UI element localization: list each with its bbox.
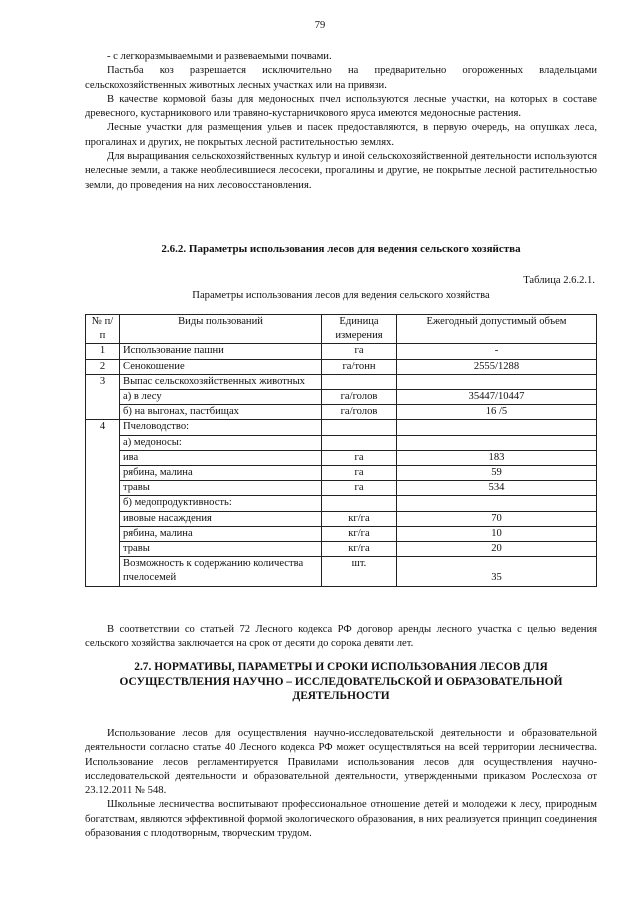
row-volume: - (397, 344, 597, 359)
table-header-row (86, 315, 597, 344)
paragraph: В качестве кормовой базы для медоносных пчел используются лесные участки, на которых в составе древесного, кустарникового или травяно-кустарничкового яруса имеются медоносные растения. (85, 93, 597, 120)
row-type: Пчеловодство: (120, 420, 322, 435)
section-heading: 2.6.2. Параметры использования лесов для ведения сельского хозяйства (161, 243, 521, 255)
row-volume: 2555/1288 (397, 359, 597, 374)
row-volume: 35447/10447 (397, 390, 597, 405)
table-row (86, 420, 597, 435)
row-unit: га (322, 450, 397, 465)
paragraph: В соответствии со статьей 72 Лесного кодекса РФ договор аренды лесного участка с целью ведения сельского хозяйства заключается на срок от десяти до сорока девяти лет. (85, 624, 597, 650)
row-unit: кг/га (322, 511, 397, 526)
row-num: 3 (86, 374, 120, 420)
table-row (86, 466, 597, 481)
row-volume: 534 (397, 481, 597, 496)
parameters-table (85, 314, 597, 587)
table-row (86, 511, 597, 526)
row-type: а) в лесу (120, 390, 322, 405)
paragraph: Пастьба коз разрешается исключительно на предварительно огороженных владельцами сельскохозяйственных животных лесных участках или на привязи. (85, 65, 597, 91)
table-body (86, 344, 597, 586)
header-unit: Единица измерения (322, 315, 397, 344)
row-unit (322, 496, 397, 511)
paragraph: Использование лесов для осуществления научно-исследовательской деятельности и образовательной деятельности согласно статье 40 Лесного кодекса РФ может осуществляться на всей территории лесничества. Использование лесов регламентируется Правилами использования лесов для осуществления научно-исследовательской деятельности и образовательной деятельности, утвержденными приказом Рослесхоза от 23.12.2011 № 548. (85, 728, 597, 797)
row-type: Использование пашни (120, 344, 322, 359)
table-row (86, 496, 597, 511)
row-unit (322, 420, 397, 435)
header-type: Виды пользований (120, 315, 322, 344)
row-unit: га/голов (322, 390, 397, 405)
row-num: 2 (86, 359, 120, 374)
row-unit: га/тонн (322, 359, 397, 374)
row-unit: га (322, 481, 397, 496)
row-type: а) медоносы: (120, 435, 322, 450)
header-num: № п/п (86, 315, 120, 344)
table-caption: Параметры использования лесов для ведения сельского хозяйства (192, 290, 490, 301)
heading-line: ОСУЩЕСТВЛЕНИЯ НАУЧНО – ИССЛЕДОВАТЕЛЬСКОЙ И ОБРАЗОВАТЕЛЬНОЙ (119, 675, 563, 688)
row-type: Сенокошение (120, 359, 322, 374)
row-type: б) медопродуктивность: (120, 496, 322, 511)
row-type: рябина, малина (120, 466, 322, 481)
heading-line: 2.7. НОРМАТИВЫ, ПАРАМЕТРЫ И СРОКИ ИСПОЛЬЗОВАНИЯ ЛЕСОВ ДЛЯ (134, 661, 548, 673)
row-volume: 59 (397, 466, 597, 481)
row-unit: кг/га (322, 526, 397, 541)
row-volume (397, 420, 597, 435)
table-number: Таблица 2.6.2.1. (523, 275, 595, 286)
row-type: ива (120, 450, 322, 465)
row-type: травы (120, 542, 322, 557)
row-type: рябина, малина (120, 526, 322, 541)
table-row (86, 405, 597, 420)
heading-line: ДЕЯТЕЛЬНОСТИ (292, 690, 390, 703)
row-volume (397, 374, 597, 389)
table-row (86, 390, 597, 405)
after-table-text (85, 623, 597, 652)
row-volume: 16 /5 (397, 405, 597, 420)
row-type: ивовые насаждения (120, 511, 322, 526)
paragraph: - с легкоразмываемыми и развеваемыми почвами. (107, 51, 332, 62)
row-volume: 20 (397, 542, 597, 557)
row-unit: га (322, 344, 397, 359)
row-volume: 70 (397, 511, 597, 526)
row-type: Возможность к содержанию количества пчелосемей (120, 557, 322, 586)
row-volume: 35 (397, 557, 597, 586)
row-volume: 183 (397, 450, 597, 465)
table-row (86, 481, 597, 496)
page-number: 79 (314, 20, 326, 31)
row-type: травы (120, 481, 322, 496)
table-row (86, 542, 597, 557)
table-row (86, 344, 597, 359)
table-row (86, 374, 597, 389)
table-row (86, 557, 597, 586)
header-volume: Ежегодный допустимый объем (397, 315, 597, 344)
row-unit: га/голов (322, 405, 397, 420)
section-heading-2-7 (85, 660, 597, 704)
row-volume: 10 (397, 526, 597, 541)
row-unit: га (322, 466, 397, 481)
paragraph: Для выращивания сельскохозяйственных культур и иной сельскохозяйственной деятельности используются нелесные земли, а также необлесившиеся лесосеки, прогалины и другие, не покрытые лесной растительностью земли, до проведения на них лесовосстановления. (85, 151, 597, 191)
table-row (86, 435, 597, 450)
row-volume (397, 435, 597, 450)
row-type: Выпас сельскохозяйственных животных (120, 374, 322, 389)
paragraph: Школьные лесничества воспитывают профессиональное отношение детей и молодежи к лесу, природным богатствам, являются эффективной формой экологического образования, в них реализуется принцип соединения образования с плодотворным, творческим трудом. (85, 799, 597, 840)
paragraph: Лесные участки для размещения ульев и пасек предоставляются, в первую очередь, на опушках леса, прогалинах и других, не покрытых лесной растительностью землях. (85, 122, 597, 148)
row-volume (397, 496, 597, 511)
section-27-text (85, 727, 597, 841)
row-unit (322, 374, 397, 389)
row-unit: кг/га (322, 542, 397, 557)
row-num: 1 (86, 344, 120, 359)
table-row (86, 450, 597, 465)
row-type: б) на выгонах, пастбищах (120, 405, 322, 420)
table-row (86, 359, 597, 374)
table-row (86, 526, 597, 541)
intro-text (85, 50, 597, 193)
row-unit: шт. (322, 557, 397, 586)
row-num: 4 (86, 420, 120, 586)
row-unit (322, 435, 397, 450)
